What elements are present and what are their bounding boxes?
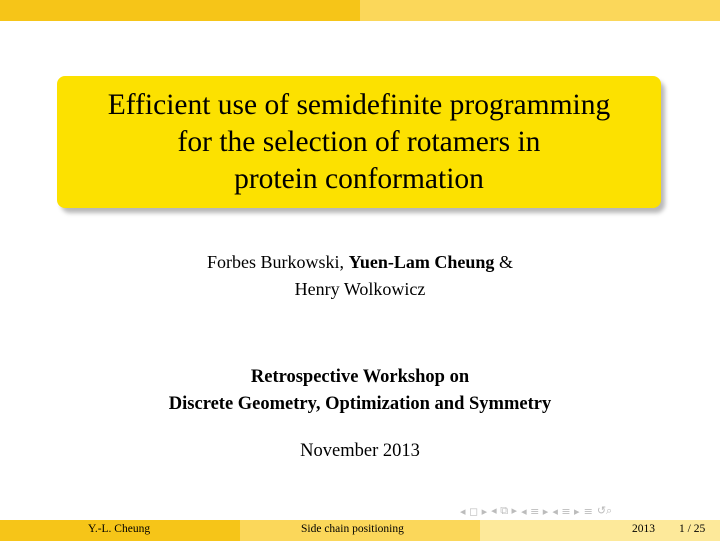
author-cheung: Yuen-Lam Cheung (348, 252, 495, 272)
author-burkowski: Forbes Burkowski, (207, 252, 345, 272)
footer-short-title: Side chain positioning (301, 523, 404, 535)
nav-search-icon[interactable]: ↺⌕ (596, 504, 613, 517)
nav-frame-icon[interactable]: ◂ ⧉ ▸ (491, 504, 518, 517)
footer-info-segment (480, 520, 720, 541)
author-list (0, 249, 720, 303)
title-line-1: Efficient use of semidefinite programming (107, 88, 611, 121)
presentation-date: November 2013 (300, 441, 420, 461)
footer-title-segment (240, 520, 480, 541)
header-bar-left (0, 0, 360, 21)
author-line-1 (0, 249, 720, 276)
nav-section-icon[interactable]: ◂ ≡ ▸ (521, 504, 549, 518)
title-line-2: for the selection of rotamers in (177, 125, 541, 158)
workshop-line-2: Discrete Geometry, Optimization and Symmetry (168, 394, 552, 414)
beamer-navigation (460, 500, 612, 522)
header-bar (0, 0, 720, 21)
footer-bar (0, 520, 720, 541)
footer-author-segment (0, 520, 240, 541)
author-ampersand: & (498, 252, 513, 272)
nav-align-icon[interactable]: ≡ (583, 504, 593, 518)
title-box (57, 76, 661, 208)
nav-first-icon[interactable]: ◂ ◻ ▸ (460, 504, 488, 518)
title-line-3: protein conformation (234, 162, 484, 195)
nav-subsection-icon[interactable]: ◂ ≡ ▸ (552, 504, 580, 518)
workshop-line-1: Retrospective Workshop on (250, 367, 470, 387)
footer-page-number: 1 / 25 (679, 523, 706, 535)
footer-author: Y.-L. Cheung (88, 523, 151, 535)
author-wolkowicz: Henry Wolkowicz (294, 279, 426, 299)
header-bar-right (360, 0, 720, 21)
workshop-info (0, 364, 720, 418)
footer-year: 2013 (632, 523, 655, 535)
